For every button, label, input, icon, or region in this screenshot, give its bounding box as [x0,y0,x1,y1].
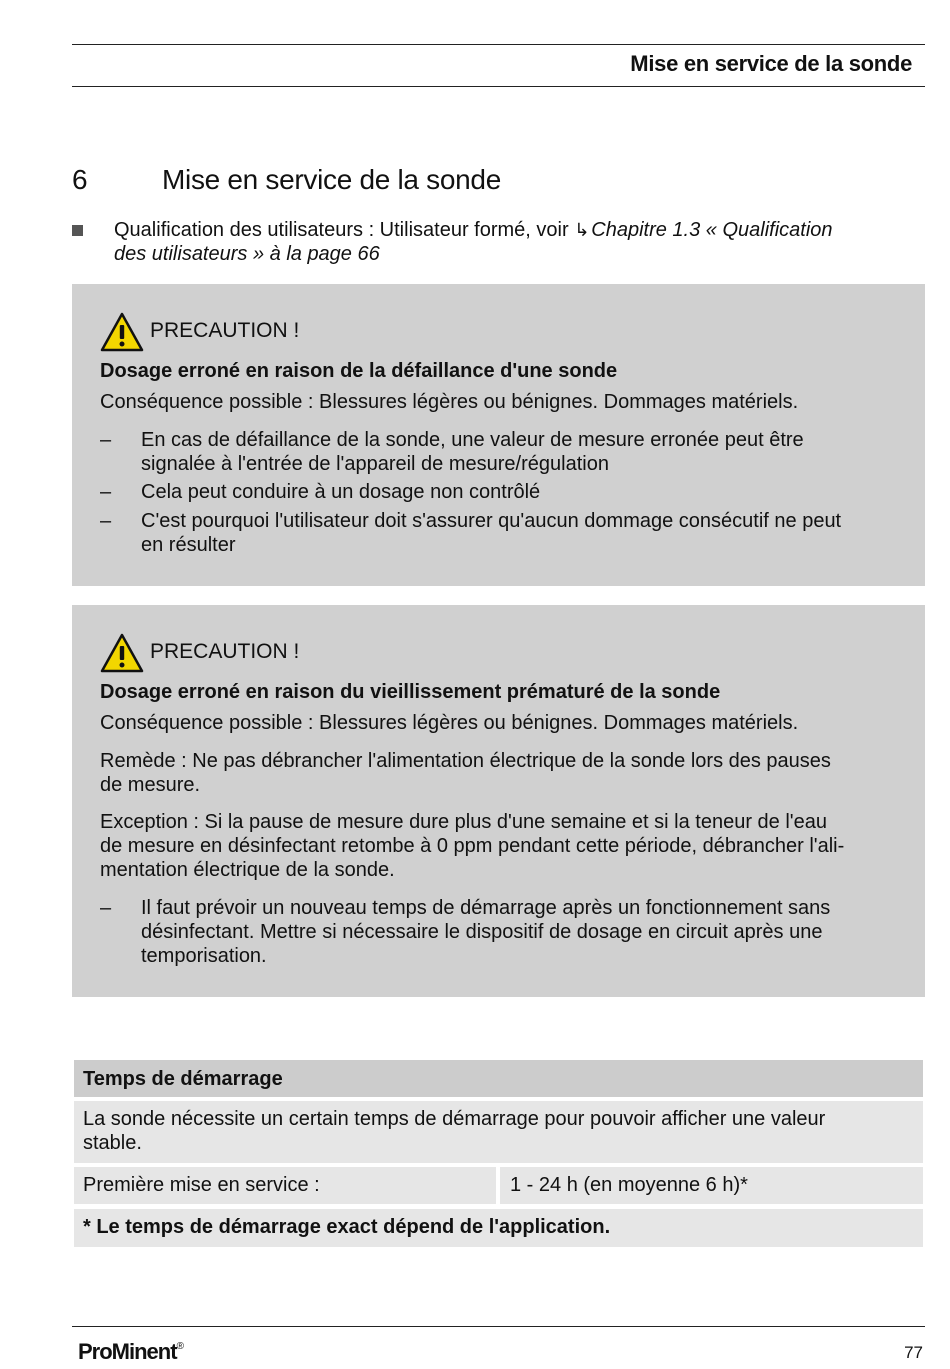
warning-triangle-icon [100,633,144,673]
table-description: La sonde nécessite un certain temps de démarrage pour pouvoir afficher une valeur stable. [74,1101,923,1163]
precaution-list [100,896,900,968]
list-item: – En cas de défaillance de la sonde, une valeur de mesure erronée peut être signalée à l'entrée de l'appareil de mesure/régulation [100,429,804,475]
startup-time-table [72,1058,925,1250]
chapter-reference-link[interactable]: Chapitre 1.3 « Qualification des utilisateurs » à la page 66 [114,219,833,265]
chapter-number: 6 [72,164,88,195]
precaution-heading: Dosage erroné en raison de la défaillance d'une sonde [100,360,618,382]
list-item: – Cela peut conduire à un dosage non contrôlé [100,481,541,503]
prominent-logo: ProMinent® [78,1339,184,1364]
precaution-label: PRECAUTION ! [150,319,300,342]
list-item: – Il faut prévoir un nouveau temps de démarrage après un fonctionnement sans désinfectant. Mettre si nécessaire le dispositif de dosage en circuit après une temporisation. [100,897,831,967]
header-bottom-rule [72,86,925,87]
precaution-heading: Dosage erroné en raison du vieillissement prématuré de la sonde [100,681,721,703]
chapter-title: Mise en service de la sonde [162,164,501,195]
reference-arrow-icon: ↳ [574,220,590,240]
footer-rule [72,1326,925,1327]
precaution-remedy: Remède : Ne pas débrancher l'alimentation électrique de la sonde lors des pauses de mesure. [100,750,831,796]
precaution-box-2 [72,605,925,997]
qualification-bullet [72,218,912,266]
precaution-box-1 [72,284,925,586]
table-row-value: 1 - 24 h (en moyenne 6 h)* [500,1167,923,1204]
square-bullet-icon [72,225,83,236]
precaution-exception: Exception : Si la pause de mesure dure plus d'une semaine et si la teneur de l'eau de mesure en désinfectant retombe à 0 ppm pendant cette période, débrancher l'ali- mentation électrique de la sonde. [100,811,845,881]
qualification-text: Qualification des utilisateurs : Utilisateur formé, voir [114,219,569,241]
precaution-consequence: Conséquence possible : Blessures légères ou bénignes. Dommages matériels. [100,391,799,413]
page-number: 77 [904,1343,923,1362]
running-header-title: Mise en service de la sonde [630,51,912,76]
precaution-label: PRECAUTION ! [150,640,300,663]
table-header: Temps de démarrage [74,1060,923,1097]
list-item: – C'est pourquoi l'utilisateur doit s'assurer qu'aucun dommage consécutif ne peut en résulter [100,510,842,556]
table-row-label: Première mise en service : [74,1167,496,1204]
table-footnote: * Le temps de démarrage exact dépend de l'application. [74,1209,923,1247]
precaution-list [100,428,900,557]
warning-triangle-icon [100,312,144,352]
header-top-rule [72,44,925,45]
precaution-consequence: Conséquence possible : Blessures légères ou bénignes. Dommages matériels. [100,712,799,734]
